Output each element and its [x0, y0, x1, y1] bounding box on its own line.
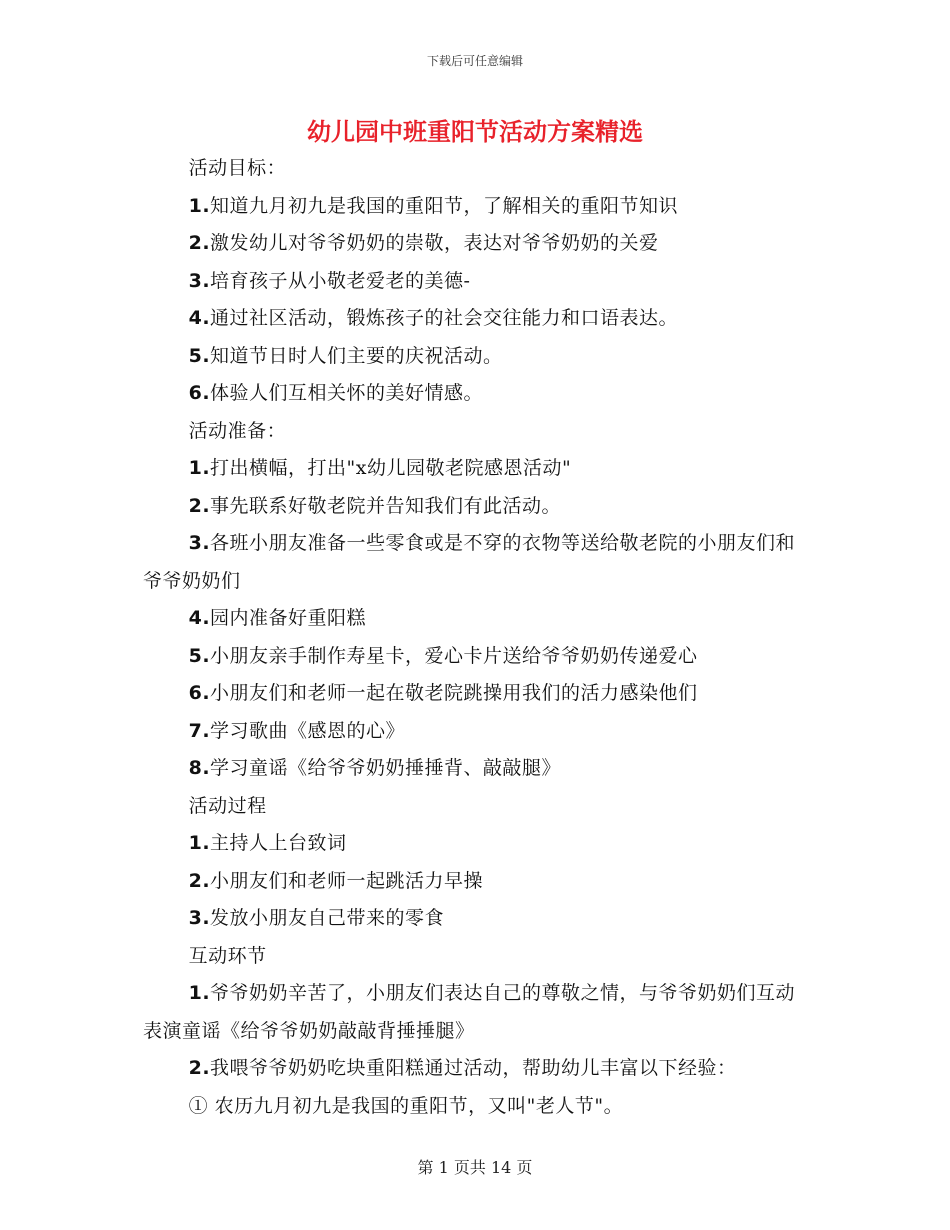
- paragraph: [143, 150, 813, 188]
- paragraph-text: 各班小朋友准备一些零食或是不穿的衣物等送给敬老院的小朋友们和爷爷奶奶们: [143, 532, 796, 592]
- paragraph: [143, 1050, 813, 1088]
- document-body: [143, 150, 813, 1125]
- paragraph: [143, 938, 813, 976]
- list-number: 8.: [188, 757, 211, 779]
- paragraph: [143, 863, 813, 901]
- paragraph: [143, 450, 813, 488]
- paragraph-text: 通过社区活动，锻炼孩子的社会交往能力和口语表达。: [210, 307, 679, 329]
- paragraph-text: 知道节日时人们主要的庆祝活动。: [210, 344, 503, 367]
- paragraph: [143, 263, 813, 301]
- paragraph-text: 农历九月初九是我国的重阳节，又叫"老人节"。: [208, 1094, 624, 1117]
- paragraph-text: 事先联系好敬老院并告知我们有此活动。: [210, 494, 562, 517]
- list-number: 2.: [188, 869, 211, 892]
- paragraph-text: 主持人上台致词: [210, 832, 347, 854]
- paragraph-text: 互动环节: [188, 944, 267, 967]
- paragraph: [143, 825, 813, 863]
- list-number: 5.: [188, 344, 211, 367]
- list-number: 1.: [188, 457, 211, 479]
- paragraph-text: 活动过程: [188, 794, 267, 817]
- paragraph-text: 学习童谣《给爷爷奶奶捶捶背、敲敲腿》: [210, 757, 562, 779]
- paragraph: [143, 713, 813, 751]
- paragraph: [143, 488, 813, 526]
- paragraph: [143, 900, 813, 938]
- paragraph-text: 体验人们互相关怀的美好情感。: [210, 382, 484, 404]
- paragraph: [143, 225, 813, 263]
- paragraph-text: 活动目标：: [188, 157, 287, 179]
- paragraph: [143, 300, 813, 338]
- list-number: 3.: [188, 269, 211, 292]
- paragraph: [143, 675, 813, 713]
- list-number: 5.: [188, 644, 211, 667]
- document-title: 幼儿园中班重阳节活动方案精选: [307, 117, 643, 146]
- paragraph-text: 培育孩子从小敬老爱老的美德-: [210, 269, 471, 292]
- list-marker: ①: [188, 1094, 209, 1117]
- list-number: 4.: [188, 607, 211, 629]
- list-number: 6.: [188, 682, 211, 704]
- list-number: 1.: [188, 982, 211, 1004]
- page-header: 下载后可任意编辑: [426, 54, 523, 68]
- paragraph: [143, 638, 813, 676]
- paragraph-text: 小朋友们和老师一起跳活力早操: [210, 869, 484, 892]
- paragraph: [143, 975, 813, 1050]
- paragraph-text: 园内准备好重阳糕: [210, 607, 367, 629]
- paragraph-text: 激发幼儿对爷爷奶奶的崇敬，表达对爷爷奶奶的关爱: [210, 232, 659, 254]
- list-number: 3.: [188, 907, 211, 929]
- paragraph: [143, 188, 813, 226]
- paragraph: [143, 413, 813, 451]
- paragraph-text: 爷爷奶奶辛苦了，小朋友们表达自己的尊敬之情，与爷爷奶奶们互动表演童谣《给爷爷奶奶敲敲背捶捶腿》: [143, 982, 796, 1042]
- paragraph: [143, 375, 813, 413]
- paragraph-text: 我喂爷爷奶奶吃块重阳糕通过活动，帮助幼儿丰富以下经验：: [210, 1057, 737, 1079]
- paragraph-text: 打出横幅，打出"x幼儿园敬老院感恩活动": [210, 457, 572, 479]
- paragraph: [143, 600, 813, 638]
- list-number: 1.: [188, 832, 211, 854]
- paragraph-text: 小朋友们和老师一起在敬老院跳操用我们的活力感染他们: [210, 682, 698, 704]
- list-number: 4.: [188, 307, 211, 329]
- paragraph-text: 知道九月初九是我国的重阳节，了解相关的重阳节知识: [210, 194, 679, 217]
- paragraph-text: 发放小朋友自己带来的零食: [210, 907, 445, 929]
- paragraph: [143, 338, 813, 376]
- paragraph-text: 活动准备：: [188, 419, 287, 442]
- list-number: 2.: [188, 232, 211, 254]
- list-number: 7.: [188, 719, 211, 742]
- paragraph-text: 学习歌曲《感恩的心》: [210, 719, 406, 742]
- list-number: 3.: [188, 532, 211, 554]
- list-number: 1.: [188, 194, 211, 217]
- list-number: 2.: [188, 494, 211, 517]
- paragraph: [143, 750, 813, 788]
- list-number: 6.: [188, 382, 211, 404]
- paragraph: [143, 525, 813, 600]
- paragraph: [143, 1088, 813, 1126]
- list-number: 2.: [188, 1057, 211, 1079]
- page-footer: 第 1 页共 14 页: [417, 1158, 533, 1177]
- paragraph-text: 小朋友亲手制作寿星卡，爱心卡片送给爷爷奶奶传递爱心: [210, 644, 698, 667]
- paragraph: [143, 788, 813, 826]
